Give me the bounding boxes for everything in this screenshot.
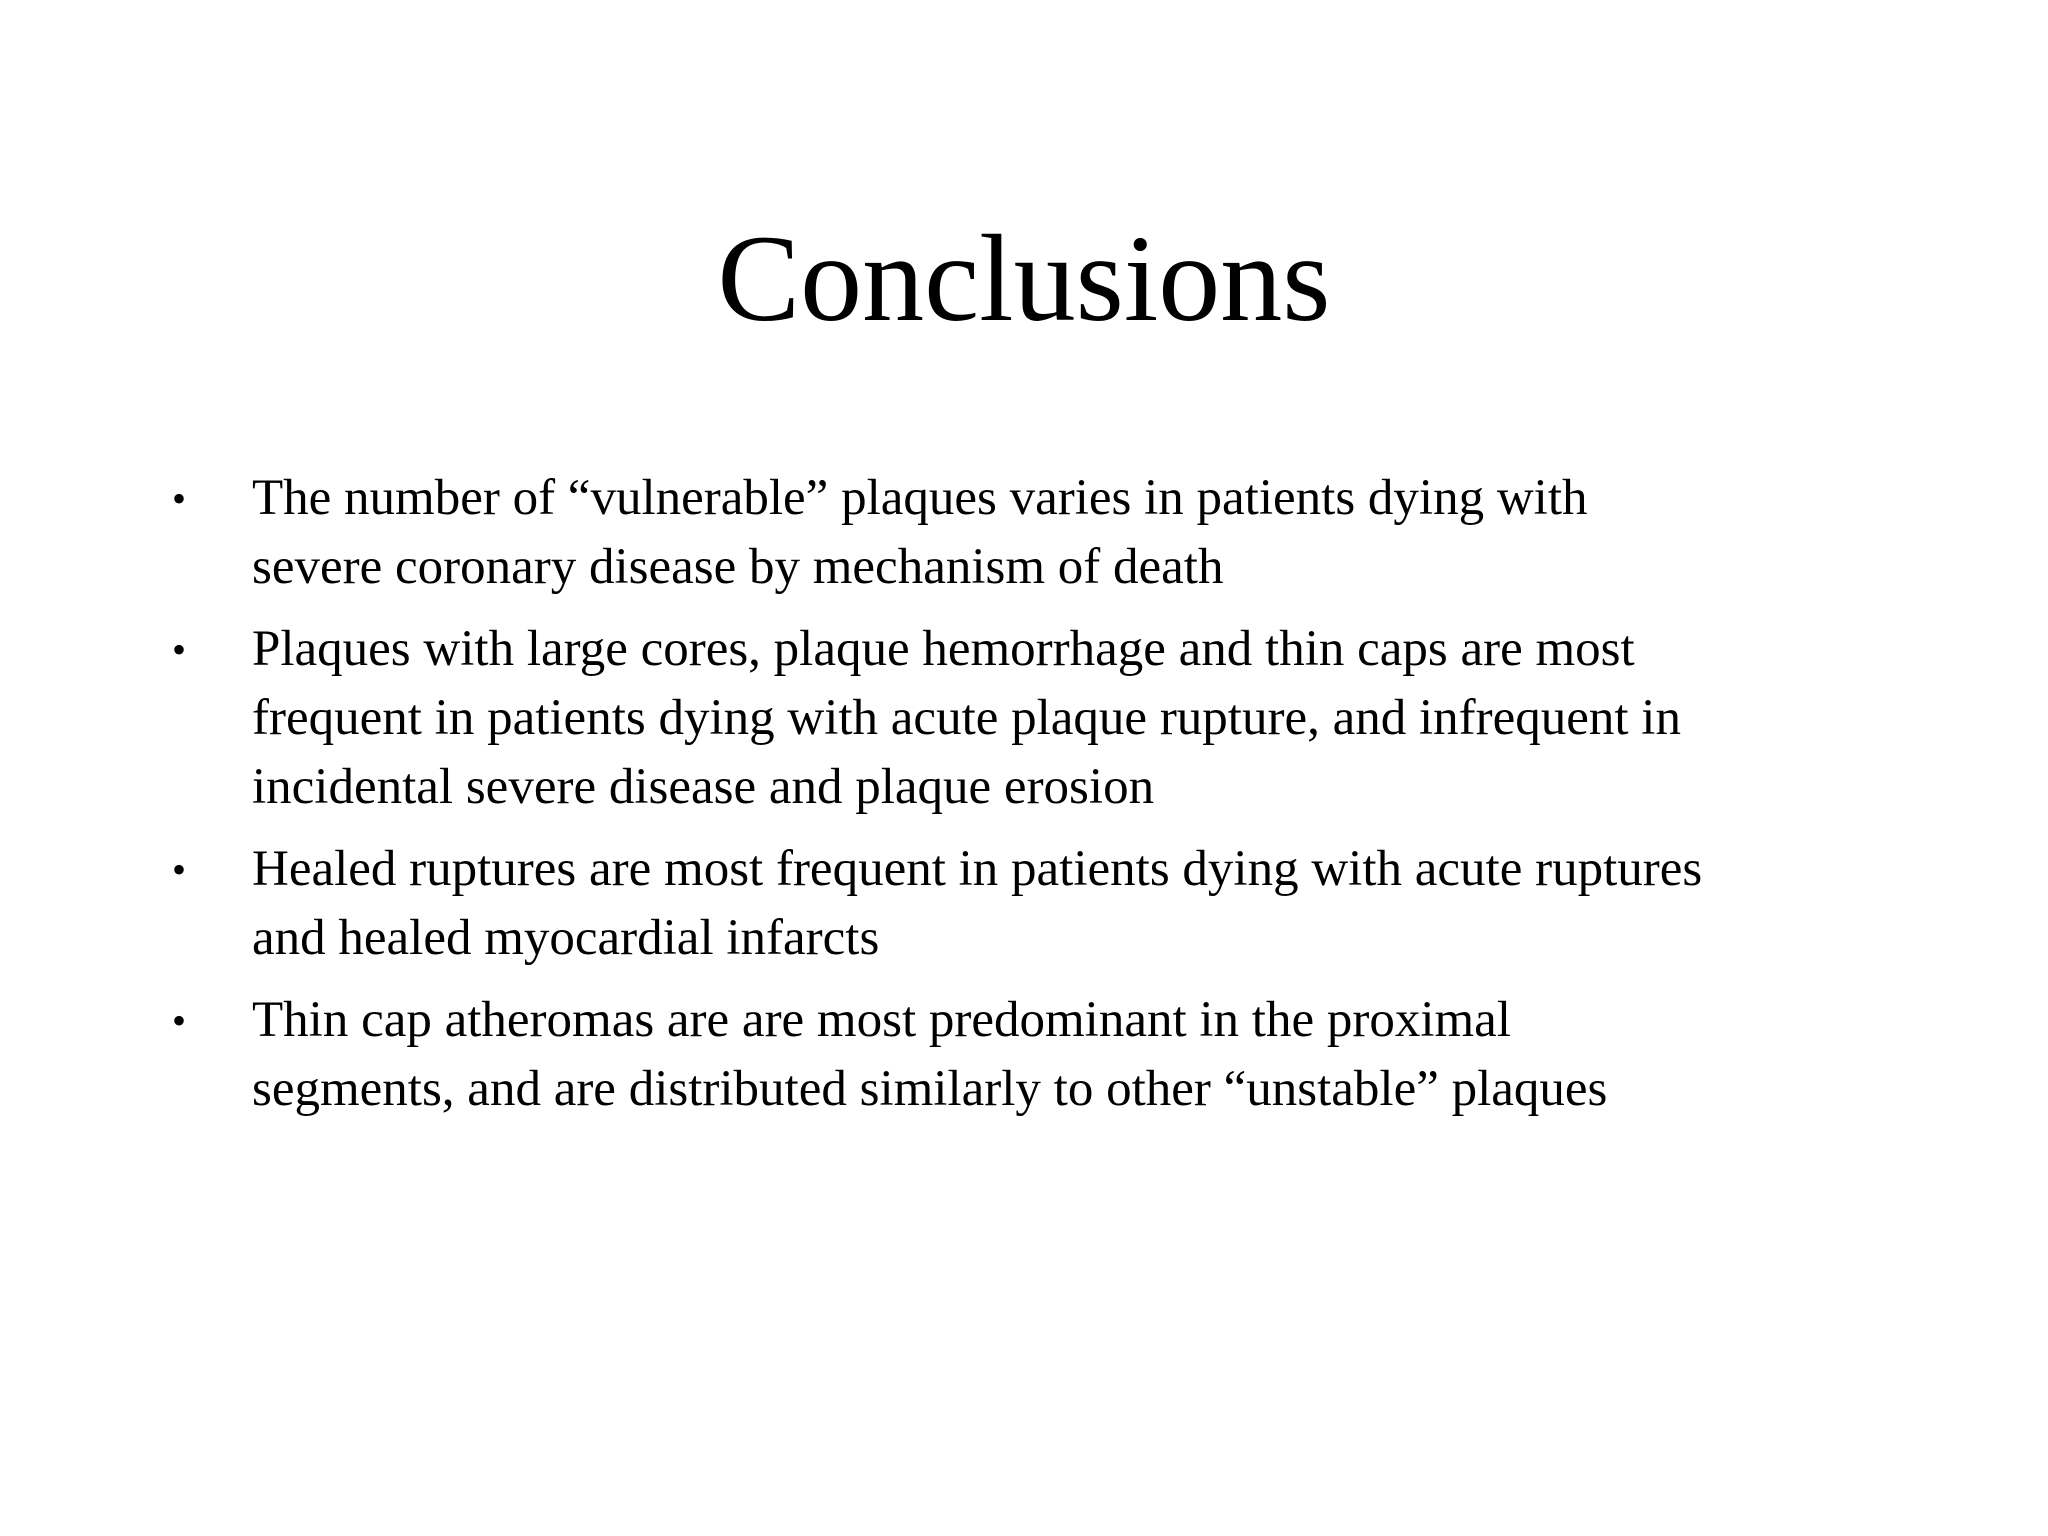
bullet-dot-icon: • [172, 998, 187, 1043]
bullet-dot-icon: • [172, 627, 187, 672]
bullet-line: frequent in patients dying with acute plaque rupture, and infrequent in [252, 690, 1681, 746]
bullet-line: The number of “vulnerable” plaques varies in patients dying with [252, 470, 1588, 526]
bullet-dot-icon: • [172, 476, 187, 521]
bullet-item [0, 835, 2048, 973]
bullet-item [0, 986, 2048, 1124]
bullet-text [252, 835, 1932, 973]
bullet-text [252, 986, 1932, 1124]
slide-title: Conclusions [717, 210, 1331, 347]
bullet-item [0, 464, 2048, 602]
bullet-text [252, 615, 1932, 822]
bullet-line: Plaques with large cores, plaque hemorrhage and thin caps are most [252, 621, 1635, 677]
bullet-line: Thin cap atheromas are are most predominant in the proximal [252, 992, 1511, 1048]
bullet-line: segments, and are distributed similarly to other “unstable” plaques [252, 1061, 1608, 1117]
bullet-text [252, 464, 1932, 602]
bullet-list [0, 464, 2048, 1137]
bullet-line: incidental severe disease and plaque erosion [252, 759, 1155, 815]
bullet-line: severe coronary disease by mechanism of death [252, 539, 1224, 595]
bullet-line: and healed myocardial infarcts [252, 910, 880, 966]
bullet-dot-icon: • [172, 847, 187, 892]
bullet-item [0, 615, 2048, 822]
bullet-line: Healed ruptures are most frequent in patients dying with acute ruptures [252, 841, 1703, 897]
